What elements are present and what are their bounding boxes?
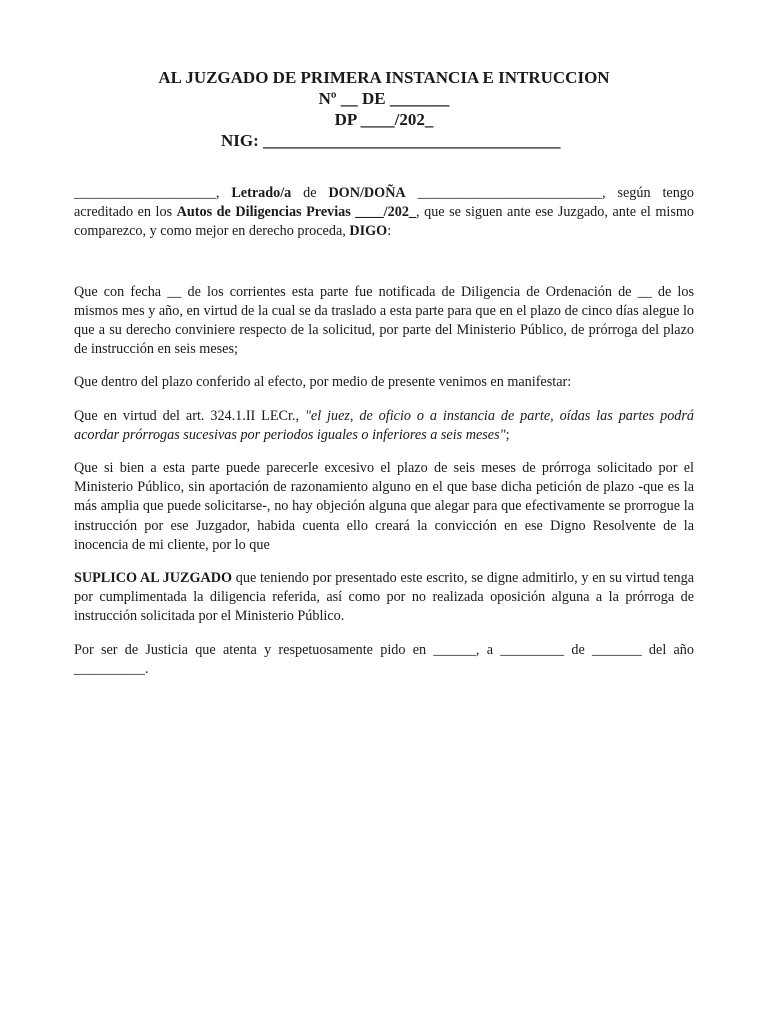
court-title: AL JUZGADO DE PRIMERA INSTANCIA E INTRUCCION (158, 68, 610, 87)
dp-number: DP ____/202_ (334, 110, 434, 129)
paragraph-manifest: Que dentro del plazo conferido al efecto, por medio de presente venimos en manifestar: (74, 374, 572, 391)
court-number: Nº __ DE _______ (318, 89, 450, 108)
suplico-label: SUPLICO AL JUZGADO (74, 570, 233, 587)
paragraph-article (74, 407, 694, 445)
paragraph-closing: Por ser de Justicia que atenta y respetuosamente pido en ______, a _________ de _______ del año __________. (74, 641, 694, 677)
document-body (74, 184, 694, 679)
article-quote: "el juez, de oficio o a instancia de parte, oídas las partes podrá acordar prórrogas sucesivas por periodos iguales o inferiores a seis meses" (74, 407, 694, 443)
article-end: ; (505, 426, 510, 443)
paragraph-notification: Que con fecha __ de los corrientes esta parte fue notificada de Diligencia de Ordenación de __ de los mismos mes y año, en virtud de la cual se da traslado a esta parte para que en el plazo de cinco días alegue lo que a su derecho conviniere respecto de la solicitud, por parte del Ministerio Público, de prórroga del plazo de instrucción en seis meses; (74, 283, 694, 358)
digo-label: DIGO (349, 223, 388, 240)
intro-text-1: __________________________, según tengo acreditado en los (74, 185, 694, 221)
autos-reference: Autos de Diligencias Previas ____/202_ (176, 204, 417, 221)
article-text: Que en virtud del art. 324.1.II LECr., (74, 407, 305, 424)
document-header (0, 67, 768, 151)
paragraph-suplico (74, 569, 694, 627)
intro-colon: : (387, 223, 392, 240)
suplico-text: que teniendo por presentado este escrito, se digne admitirlo, y en su virtud tenga por cumplimentada la diligencia referida, así como por no realizada oposición alguna a la prórroga de instrucción solicitada por el Ministerio Público. (74, 570, 695, 625)
paragraph-argument: Que si bien a esta parte puede parecerle excesivo el plazo de seis meses de prórroga solicitado por el Ministerio Público, sin aportación de razonamiento alguno en el que base dicha petición de plazo -que es la más amplia que puede solicitarse-, no hay objeción alguna que alegar para que efectivamente se prorrogue la instrucción por ese Juzgador, habida cuenta ello creará la convicción en ese Digno Resolvente de la inocencia de mi cliente, por lo que (74, 460, 694, 553)
text-de: de (291, 185, 329, 201)
lawyer-label: Letrado/a (231, 185, 292, 201)
intro-text-2: , que se siguen ante ese Juzgado, ante el mismo comparezco, y como mejor en derecho proceda, (74, 204, 695, 240)
nig-line: NIG: ___________________________________ (221, 131, 561, 150)
client-label: DON/DOÑA (328, 185, 406, 201)
lawyer-blank: ____________________, (74, 185, 220, 201)
paragraph-intro (74, 184, 694, 242)
